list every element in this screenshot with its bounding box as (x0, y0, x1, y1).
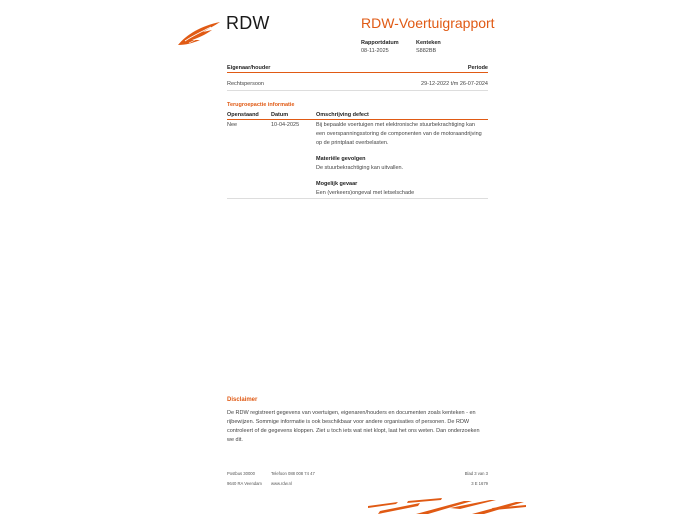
recall-datum-value: 10-04-2025 (271, 122, 300, 128)
footer-website[interactable]: www.rdw.nl (271, 481, 292, 486)
recall-row-divider (227, 198, 488, 199)
recall-header-omschrijving: Omschrijving defect (316, 112, 369, 118)
gevolgen-text: De stuurbekrachtiging kan uitvallen. (316, 165, 404, 171)
recall-defect-line-1: Bij bepaalde voertuigen met elektronische stuurbekrachtiging kan (316, 122, 475, 128)
rapportdatum-label: Rapportdatum (361, 40, 399, 46)
recall-header-datum: Datum (271, 112, 289, 118)
brand-name: RDW (226, 13, 270, 33)
disclaimer-line-3: controleert of de gegevens kloppen. Ziet u toch iets wat niet klopt, laat het ons weten. Dan onderzoeken (227, 428, 480, 434)
footer-plaats: 9640 RA Veendam (227, 481, 262, 486)
owner-row-divider (227, 90, 488, 91)
orange-stripes-icon (368, 497, 526, 514)
document-title: RDW-Voertuigrapport (361, 15, 495, 31)
rdw-wing-logo-icon (177, 21, 221, 47)
gevaar-text: Een (verkeers)ongeval met letselschade (316, 190, 415, 196)
gevaar-title: Mogelijk gevaar (316, 181, 358, 187)
recall-section-title: Terugroepactie informatie (227, 102, 295, 108)
recall-header-rule (227, 119, 488, 120)
kenteken-label: Kenteken (416, 40, 441, 46)
footer-telefoon: Telefoon 088 008 74 47 (271, 471, 315, 476)
kenteken-value: S882BB (416, 48, 437, 54)
recall-openstaand-value: Nee (227, 122, 238, 128)
owner-header-rule (227, 72, 488, 73)
recall-defect-line-2: een overspanningsstoring de componenten van de motoraandrijving (316, 131, 482, 137)
gevolgen-title: Materiële gevolgen (316, 156, 366, 162)
disclaimer-line-2: rijbewijzen. Sommige informatie is ook beschikbaar voor andere organisaties of personen. De RDW (227, 419, 470, 425)
disclaimer-line-1: De RDW registreert gegevens van voertuigen, eigenaren/houders en documenten zoals kenteken - en (227, 410, 476, 416)
footer-code: 3 E 1679 (471, 481, 488, 486)
period-value: 29-12-2022 t/m 26-07-2024 (421, 81, 488, 87)
period-column-header: Periode (467, 65, 488, 71)
owner-value: Rechtspersoon (227, 81, 264, 87)
owner-column-header: Eigenaar/houder (227, 65, 271, 71)
disclaimer-title: Disclaimer (227, 397, 258, 403)
disclaimer-line-4: we dit. (227, 437, 243, 443)
recall-defect-line-3: op de printplaat overbelasten. (316, 140, 389, 146)
footer-blad: Blad 3 van 3 (464, 471, 488, 476)
rapportdatum-value: 08-11-2025 (361, 48, 389, 54)
recall-header-openstaand: Openstaand (227, 112, 259, 118)
footer-postbus: Postbus 30000 (227, 471, 255, 476)
